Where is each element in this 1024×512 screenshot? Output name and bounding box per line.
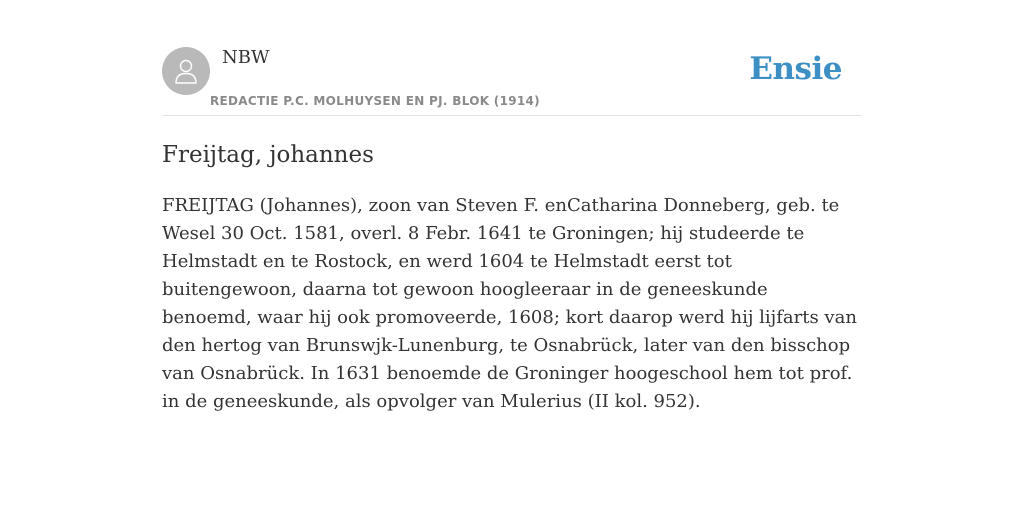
article-title: Freijtag, johannes (162, 142, 374, 168)
article-body: FREIJTAG (Johannes), zoon van Steven F. enCatharina Donneberg, geb. te Wesel 30 Oct. 1581, overl. 8 Febr. 1641 te Groningen; hij studeerde te Helmstadt en te Rostock, en werd 1604 te Helmstadt eerst tot buitengewoon, daarna tot gewoon hoogleeraar in de geneeskunde benoemd, waar hij ook promoveerde, 1608; kort daarop werd hij lijfarts van den hertog van Brunswjk-Lunenburg, te Osnabrück, later van den bisschop van Osnabrück. In 1631 benoemde de Groninger hoogeschool hem tot prof. in de geneeskunde, als opvolger van Mulerius (II kol. 952). (162, 195, 857, 412)
article-header (162, 0, 862, 116)
author-avatar[interactable] (162, 47, 210, 95)
ensie-logo[interactable]: Ensie (749, 51, 842, 87)
source-credit: REDACTIE P.C. MOLHUYSEN EN PJ. BLOK (1914) (210, 94, 540, 108)
user-icon (172, 56, 200, 86)
article-card (162, 0, 862, 412)
author-name[interactable]: NBW (222, 47, 270, 68)
